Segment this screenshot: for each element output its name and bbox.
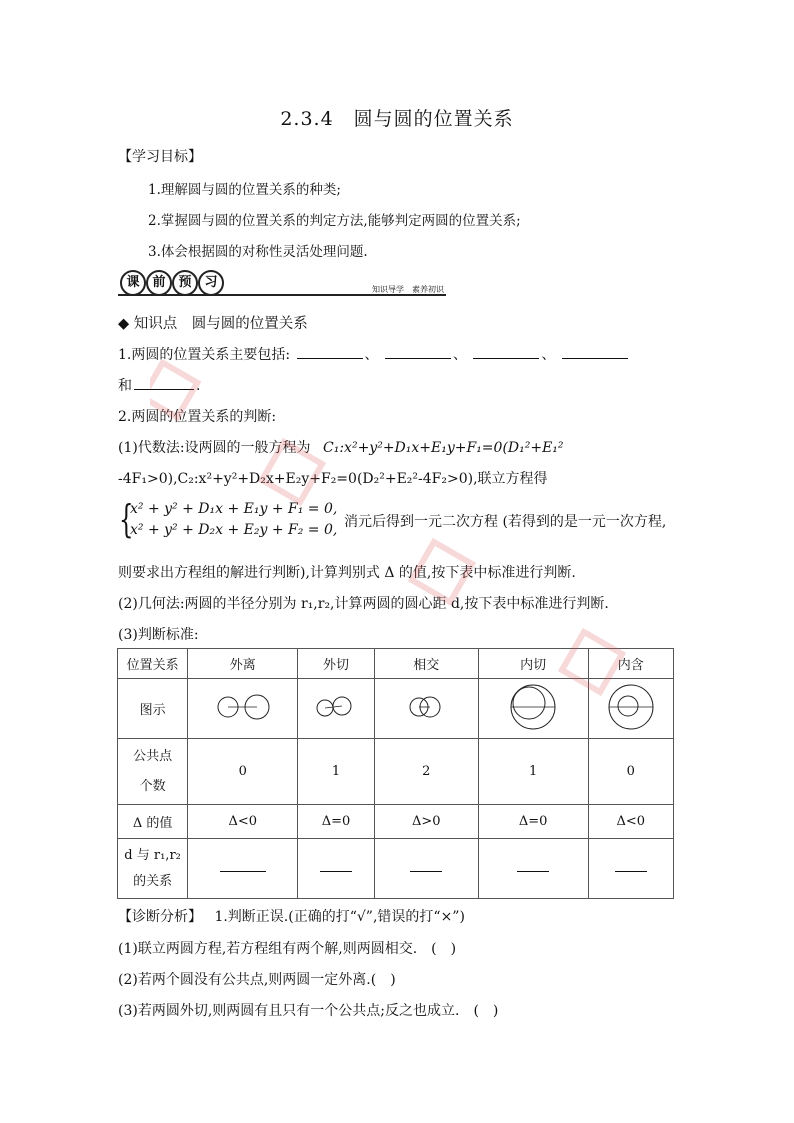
blank[interactable] bbox=[297, 344, 363, 359]
system-brace: { bbox=[119, 497, 134, 541]
delta-cell: Δ=0 bbox=[478, 805, 588, 839]
header-cell: 内含 bbox=[588, 649, 673, 679]
relation-blank-cell[interactable] bbox=[478, 839, 588, 899]
delta-cell: Δ<0 bbox=[588, 805, 673, 839]
algebra-line-2: -4F₁>0),C₂:x²+y²+D₂x+E₂y+F₂=0(D₂²+E₂²-4F₂>0),联立方程得 bbox=[118, 471, 548, 487]
header-cell: 外切 bbox=[298, 649, 375, 679]
blank[interactable] bbox=[220, 870, 266, 872]
table-row bbox=[118, 805, 674, 839]
watermark-graphic bbox=[150, 360, 710, 760]
count-cell: 2 bbox=[374, 739, 478, 805]
system-eq-2: x² + y² + D₂x + E₂y + F₂ = 0, bbox=[130, 522, 338, 538]
delta-cell: Δ=0 bbox=[298, 805, 375, 839]
standard-line: (3)判断标准: bbox=[118, 627, 199, 643]
relation-blank-cell[interactable] bbox=[188, 839, 298, 899]
c1-equation: C₁:x²+y²+D₁x+E₁y+F₁=0(D₁²+E₁² bbox=[323, 440, 564, 456]
banner-char: 课 bbox=[120, 270, 146, 296]
blank[interactable] bbox=[385, 344, 451, 359]
sep: 、 bbox=[364, 347, 379, 363]
alg1: (1)代数法:设两圆的一般方程为 bbox=[118, 440, 311, 456]
goal-item: 1.理解圆与圆的位置关系的种类; bbox=[148, 182, 341, 198]
count-cell: 1 bbox=[478, 739, 588, 805]
header-cell: 位置关系 bbox=[118, 649, 188, 679]
row-label-line: d 与 r₁,r₂ bbox=[124, 847, 181, 863]
goal-item: 3.体会根据圆的对称性灵活处理问题. bbox=[148, 244, 368, 260]
blank[interactable] bbox=[320, 870, 352, 872]
sep: 、 bbox=[541, 347, 556, 363]
sep: 、 bbox=[452, 347, 467, 363]
row-label-line: 个数 bbox=[139, 778, 166, 794]
row-label: 图示 bbox=[118, 679, 188, 739]
after-system-text: 消元后得到一元二次方程 (若得到的是一元一次方程, bbox=[344, 514, 667, 530]
banner-right-text: 知识导学 素养初识 bbox=[372, 285, 444, 294]
blank[interactable] bbox=[615, 870, 647, 872]
blank[interactable] bbox=[517, 870, 549, 872]
header-cell: 外离 bbox=[188, 649, 298, 679]
goal-item: 2.掌握圆与圆的位置关系的判定方法,能够判定两圆的位置关系; bbox=[148, 213, 521, 229]
blank[interactable] bbox=[473, 344, 539, 359]
knowledge-point: ◆ 知识点 圆与圆的位置关系 bbox=[118, 316, 308, 332]
count-cell: 0 bbox=[588, 739, 673, 805]
section-banner bbox=[118, 268, 446, 296]
diagnosis-heading: 【诊断分析】 bbox=[118, 909, 202, 925]
system-eq-1: x² + y² + D₁x + E₁y + F₁ = 0, bbox=[130, 501, 338, 517]
diagnosis-item: (1)联立两圆方程,若方程组有两个解,则两圆相交. ( ) bbox=[118, 941, 457, 957]
table-row bbox=[118, 839, 674, 899]
blank[interactable] bbox=[410, 870, 442, 872]
delta-cell: Δ<0 bbox=[188, 805, 298, 839]
row-label-line: 公共点 bbox=[133, 748, 173, 764]
diagnosis-item: (2)若两个圆没有公共点,则两圆一定外离.( ) bbox=[118, 972, 396, 988]
header-cell: 相交 bbox=[374, 649, 478, 679]
relation-blank-cell[interactable] bbox=[298, 839, 375, 899]
goals-heading: 【学习目标】 bbox=[118, 149, 202, 165]
and-text: 和 bbox=[118, 378, 132, 394]
page-title: 2.3.4 圆与圆的位置关系 bbox=[280, 108, 514, 130]
banner-rule bbox=[118, 294, 446, 296]
header-cell: 内切 bbox=[478, 649, 588, 679]
relation-blank-cell[interactable] bbox=[374, 839, 478, 899]
count-cell: 0 bbox=[188, 739, 298, 805]
row-label-line: 的关系 bbox=[133, 873, 173, 889]
algebra-line-3: 则要求出方程组的解进行判断),计算判别式 Δ 的值,按下表中标准进行判断. bbox=[118, 565, 576, 581]
row-label bbox=[118, 839, 188, 899]
delta-cell: Δ>0 bbox=[374, 805, 478, 839]
geometry-line: (2)几何法:两圆的半径分别为 r₁,r₂,计算两圆的圆心距 d,按下表中标准进行判断. bbox=[118, 596, 609, 612]
count-cell: 1 bbox=[298, 739, 375, 805]
banner-char: 预 bbox=[172, 270, 198, 296]
row-label: Δ 的值 bbox=[118, 805, 188, 839]
end: . bbox=[196, 378, 201, 394]
q1-text: 1.两圆的位置关系主要包括: bbox=[118, 347, 291, 363]
relation-blank-cell[interactable] bbox=[588, 839, 673, 899]
banner-char: 前 bbox=[146, 270, 172, 296]
diagnosis-line bbox=[118, 906, 465, 926]
diagnosis-item: (3)若两圆外切,则两圆有且只有一个公共点;反之也成立. ( ) bbox=[118, 1003, 499, 1019]
question-2-head: 2.两圆的位置关系的判断: bbox=[118, 409, 277, 425]
blank[interactable] bbox=[562, 344, 628, 359]
diagnosis-intro: 1.判断正误.(正确的打“√”,错误的打“×”) bbox=[214, 909, 465, 925]
banner-char: 习 bbox=[198, 270, 224, 296]
